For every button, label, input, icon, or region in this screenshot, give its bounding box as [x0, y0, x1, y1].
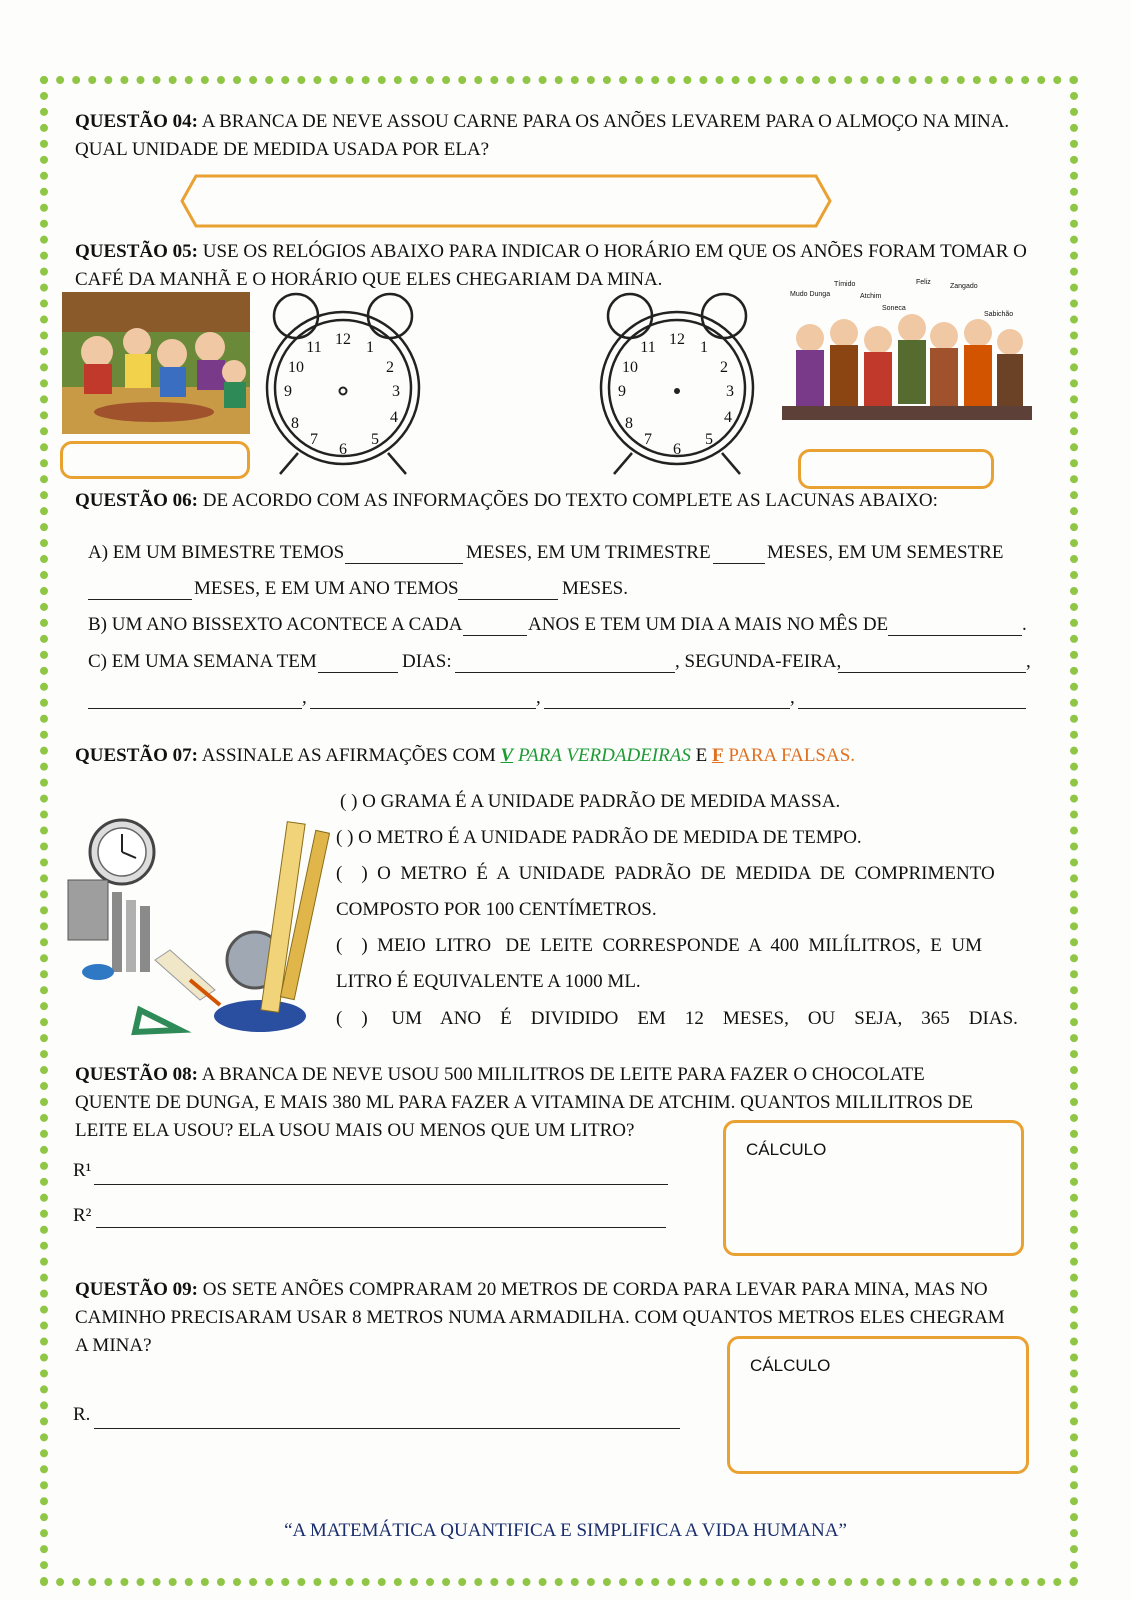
q06-b-blank2[interactable]: [888, 614, 1022, 636]
clock1-num-8: 8: [291, 415, 299, 432]
q06-b-blank1[interactable]: [463, 614, 527, 636]
clock1-num-6: 6: [339, 441, 347, 458]
q06-c-text3: , SEGUNDA-FEIRA,: [675, 651, 842, 672]
clock2-num-5: 5: [705, 431, 713, 448]
clock1-num-2: 2: [386, 359, 394, 376]
q06-c-comma4: ,: [790, 687, 795, 708]
q06-b-text3: .: [1022, 614, 1027, 635]
q05-text: USE OS RELÓGIOS ABAIXO PARA INDICAR O HORÁRIO EM QUE OS ANÕES FORAM TOMAR O: [202, 241, 1027, 262]
q04-text2: QUAL UNIDADE DE MEDIDA USADA POR ELA?: [75, 139, 490, 160]
q04-text: A BRANCA DE NEVE ASSOU CARNE PARA OS ANÕES LEVAREM PARA O ALMOÇO NA MINA.: [201, 111, 1010, 132]
q06-c-comma3: ,: [536, 687, 541, 708]
dwarf-name-soneca: Soneca: [882, 305, 906, 312]
q06-b-text2: ANOS E TEM UM DIA A MAIS NO MÊS DE: [528, 614, 889, 635]
q07-label: QUESTÃO 07:: [75, 745, 198, 766]
alarm-clock-1: [258, 288, 428, 480]
q05-answer-box-left[interactable]: [60, 441, 250, 479]
q06-c-blank-count[interactable]: [318, 651, 398, 673]
q06-a-text5: MESES.: [562, 578, 628, 599]
q09-text2: CAMINHO PRECISARAM USAR 8 METROS NUMA ARMADILHA. COM QUANTOS METROS ELES CHEGRAM: [75, 1307, 1005, 1328]
clock1-num-5: 5: [371, 431, 379, 448]
clock2-num-1: 1: [700, 339, 708, 356]
q08-answer1-line[interactable]: [94, 1160, 668, 1185]
clock1-num-9: 9: [284, 383, 292, 400]
q08-answer2-line[interactable]: [96, 1205, 666, 1228]
q06-label: QUESTÃO 06:: [75, 490, 198, 511]
measurement-tools-image: [60, 800, 330, 1038]
question-06: [75, 487, 1045, 515]
q08-calc-label: CÁLCULO: [746, 1140, 827, 1159]
dwarf-name-atchim: Atchim: [860, 293, 882, 300]
clock1-num-3: 3: [392, 383, 400, 400]
q07-f-letter: F: [711, 745, 724, 766]
q07-v-letter: V: [500, 745, 514, 766]
alarm-clock-2: [592, 288, 762, 480]
q07-item-5: ( ) UM ANO É DIVIDIDO EM 12 MESES, OU SEJA, 365 DIAS.: [336, 1008, 1018, 1029]
snow-white-breakfast-image: [62, 292, 250, 434]
clock1-num-12: 12: [335, 331, 351, 348]
q08-r2-label: R²: [73, 1205, 92, 1226]
q07-item-3: ( ) O METRO É A UNIDADE PADRÃO DE MEDIDA DE COMPRIMENTO: [336, 863, 995, 884]
q07-item-4: ( ) MEIO LITRO DE LEITE CORRESPONDE A 400 MILÍLITROS, E UM: [336, 935, 982, 956]
question-07: [75, 742, 1055, 770]
q04-answer-box[interactable]: [178, 174, 834, 228]
q04-label: QUESTÃO 04:: [75, 111, 198, 132]
clock2-num-12: 12: [669, 331, 685, 348]
q06-b-text1: B) UM ANO BISSEXTO ACONTECE A CADA: [88, 614, 463, 635]
q05-label: QUESTÃO 05:: [75, 241, 198, 262]
clock2-num-8: 8: [625, 415, 633, 432]
q07-v-text: PARA VERDADEIRAS: [517, 745, 691, 766]
clock1-num-11: 11: [306, 339, 322, 356]
q06-c-comma1: ,: [1026, 651, 1031, 672]
q06-c-blank-day6[interactable]: [544, 687, 790, 709]
q06-c-blank-day5[interactable]: [310, 687, 536, 709]
q06-a-blank2[interactable]: [713, 542, 765, 564]
q08-label: QUESTÃO 08:: [75, 1064, 198, 1085]
q08-r1-label: R¹: [73, 1160, 92, 1181]
clock1-num-7: 7: [310, 431, 318, 448]
clock2-num-6: 6: [673, 441, 681, 458]
q09-calc-label: CÁLCULO: [750, 1356, 831, 1375]
q06-text: DE ACORDO COM AS INFORMAÇÕES DO TEXTO COMPLETE AS LACUNAS ABAIXO:: [202, 490, 938, 511]
q06-c-text2: DIAS:: [402, 651, 452, 672]
q06-a-text4: MESES, E EM UM ANO TEMOS: [194, 578, 459, 599]
q06-c-comma2: ,: [302, 687, 307, 708]
clock1-num-1: 1: [366, 339, 374, 356]
q06-a-text3: MESES, EM UM SEMESTRE: [767, 542, 1004, 563]
q06-c-text1: C) EM UMA SEMANA TEM: [88, 651, 317, 672]
clock2-num-4: 4: [724, 409, 732, 426]
q07-item-1: ( ) O GRAMA É A UNIDADE PADRÃO DE MEDIDA MASSA.: [340, 791, 841, 812]
dwarf-name-dunga: Mudo Dunga: [790, 291, 831, 298]
q08-text2: QUENTE DE DUNGA, E MAIS 380 ML PARA FAZER A VITAMINA DE ATCHIM. QUANTOS MILILITROS DE: [75, 1092, 974, 1113]
clock2-num-2: 2: [720, 359, 728, 376]
clock2-num-9: 9: [618, 383, 626, 400]
dwarf-name-zangado: Zangado: [950, 283, 978, 290]
q05-text2: CAFÉ DA MANHÃ E O HORÁRIO QUE ELES CHEGARIAM DA MINA.: [75, 269, 663, 290]
clock2-num-3: 3: [726, 383, 734, 400]
q07-item-3b: COMPOSTO POR 100 CENTÍMETROS.: [336, 899, 657, 920]
q06-a-blank1[interactable]: [345, 542, 463, 564]
q06-c-blank-day1[interactable]: [455, 651, 675, 673]
q06-c-blank-day4[interactable]: [88, 687, 302, 709]
q06-a-text1: A) EM UM BIMESTRE TEMOS: [88, 542, 345, 563]
q09-label: QUESTÃO 09:: [75, 1279, 198, 1300]
dwarf-name-timido: Tímido: [834, 281, 856, 288]
q09-text3: A MINA?: [75, 1335, 152, 1356]
q09-text: OS SETE ANÕES COMPRARAM 20 METROS DE CORDA PARA LEVAR PARA MINA, MAS NO: [202, 1279, 988, 1300]
clock2-num-10: 10: [622, 359, 638, 376]
q06-a-blank4[interactable]: [458, 578, 558, 600]
question-04: [75, 108, 1045, 164]
q08-text3: LEITE ELA USOU? ELA USOU MAIS OU MENOS QUE UM LITRO?: [75, 1120, 635, 1141]
q06-c-blank-day7[interactable]: [798, 687, 1026, 709]
q07-f-text: PARA FALSAS.: [728, 745, 856, 766]
seven-dwarfs-image: [782, 278, 1032, 448]
footer-quote: “A MATEMÁTICA QUANTIFICA E SIMPLIFICA A VIDA HUMANA”: [284, 1520, 847, 1541]
clock1-num-4: 4: [390, 409, 398, 426]
clock2-num-7: 7: [644, 431, 652, 448]
q07-item-2: ( ) O METRO É A UNIDADE PADRÃO DE MEDIDA DE TEMPO.: [336, 827, 862, 848]
q07-text: ASSINALE AS AFIRMAÇÕES COM: [201, 745, 496, 766]
q05-answer-box-right[interactable]: [798, 449, 994, 489]
q06-a-blank3[interactable]: [88, 578, 192, 600]
q06-c-blank-day3[interactable]: [838, 651, 1026, 673]
q07-item-4b: LITRO É EQUIVALENTE A 1000 ML.: [336, 971, 641, 992]
q08-text: A BRANCA DE NEVE USOU 500 MILILITROS DE LEITE PARA FAZER O CHOCOLATE: [201, 1064, 925, 1085]
dwarf-name-feliz: Feliz: [916, 279, 931, 286]
dwarf-name-sabichao: Sabichão: [984, 311, 1014, 318]
q09-answer-line[interactable]: [94, 1404, 680, 1429]
q09-r-label: R.: [73, 1404, 91, 1425]
clock2-num-11: 11: [640, 339, 656, 356]
clock1-num-10: 10: [288, 359, 304, 376]
q06-a-text2: MESES, EM UM TRIMESTRE: [466, 542, 711, 563]
q07-e: E: [695, 745, 708, 766]
